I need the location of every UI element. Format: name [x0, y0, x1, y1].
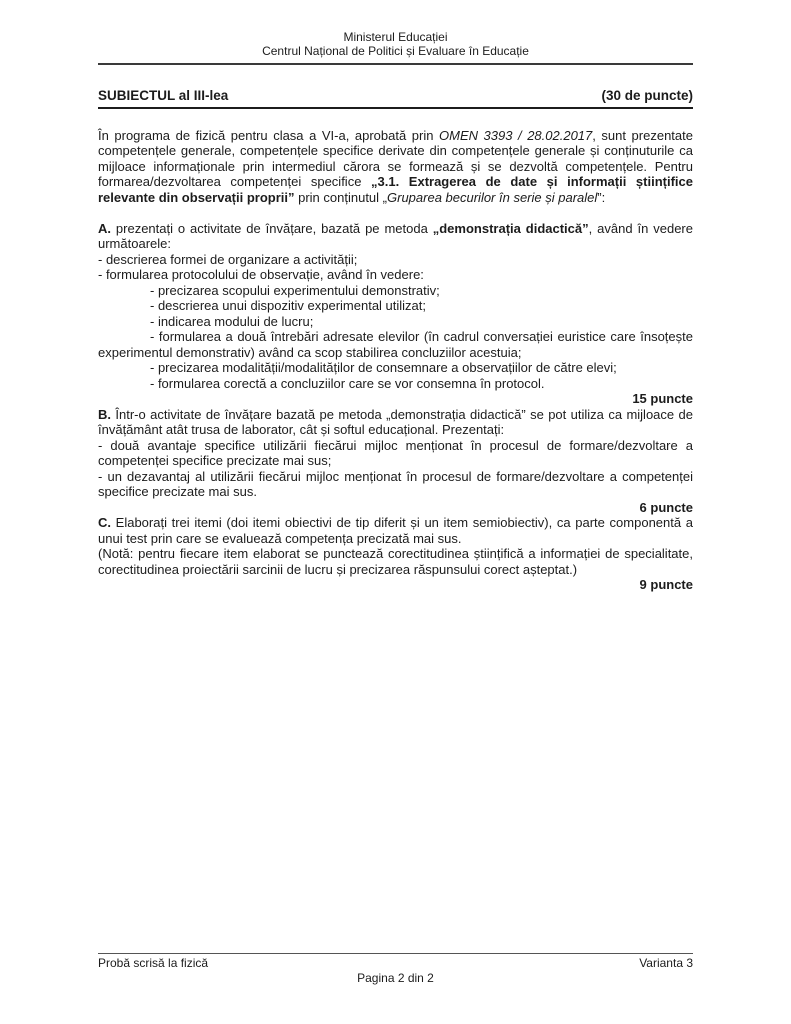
subject-points: (30 de puncte): [601, 88, 693, 103]
list-item: - descrierea unui dispozitiv experimental utilizat;: [150, 298, 427, 313]
content-title: Gruparea becurilor în serie și paralel: [387, 189, 598, 205]
text-run: prin conținutul „: [294, 189, 387, 205]
section-c-intro: [98, 515, 693, 546]
footer-variant: Varianta 3: [639, 956, 693, 970]
footer-page-number: Pagina 2 din 2: [357, 971, 434, 985]
list-item: - formularea corectă a concluziilor care se vor consemna în protocol.: [150, 375, 545, 391]
footer-row: [98, 956, 693, 971]
section-a-intro: [98, 221, 693, 252]
text-run-italic: OMEN 3393 / 28.02.2017: [439, 127, 593, 143]
list-item: - formularea protocolului de observație, având în vedere:: [98, 267, 424, 282]
section-a-points: 15 puncte: [632, 391, 693, 406]
text-run: Într-o activitate de învățare bazată pe metoda „demonstrația didactică” se pot utiliza ca mijloace de învățământ atât trusa de laborator, cât și softul educațional. Prezentați:: [98, 406, 693, 437]
text-run: ”:: [597, 189, 606, 205]
list-item: - descrierea formei de organizare a activității;: [98, 251, 358, 267]
section-b-intro: [98, 407, 693, 438]
footer-exam-name: Probă scrisă la fizică: [98, 956, 209, 970]
list-item: - formularea a două întrebări adresate elevilor (în cadrul conversației euristice care însoțește experimentul demonstrativ) având ca scop stabilirea concluziilor acestuia;: [98, 329, 693, 360]
text-run: , având în vedere următoarele:: [98, 220, 693, 251]
page-content: [98, 30, 693, 593]
subject-title: SUBIECTUL al III-lea: [98, 88, 229, 103]
section-a-label: A.: [98, 220, 111, 236]
method-name: „demonstrația didactică”: [432, 220, 589, 236]
list-item: - precizarea scopului experimentului demonstrativ;: [150, 282, 440, 298]
list-item: - un dezavantaj al utilizării fiecărui mijloc menționat în procesul de formare/dezvoltare a competenței specifice precizate mai sus.: [98, 468, 693, 499]
page-footer: [98, 953, 693, 986]
section-b-points: 6 puncte: [639, 499, 693, 515]
section-b-label: B.: [98, 406, 111, 422]
section-c-label: C.: [98, 515, 111, 530]
section-c-points: 9 puncte: [639, 577, 693, 592]
competence-code: „3.1. Extragerea de date și informații științifice relevante din observații proprii”: [98, 174, 693, 205]
intro-paragraph: [98, 128, 693, 206]
section-c-note: (Notă: pentru fiecare item elaborat se punctează corectitudinea științifică a informației de specialitate, corectitudinea proiectării sarcinii de lucru și precizarea răspunsului corect așteptat.): [98, 546, 693, 577]
list-item: - precizarea modalității/modalităților de consemnare a observațiilor de către elevi;: [150, 360, 617, 375]
text-run: În programa de fizică pentru clasa a VI-a, aprobată prin: [98, 127, 439, 143]
list-item: - două avantaje specifice utilizării fiecărui mijloc menționat în procesul de formare/dezvoltare a competenței specifice precizate mai sus;: [98, 437, 693, 468]
text-run: Elaborați trei itemi (doi itemi obiectivi de tip diferit și un item semiobiectiv), ca parte componentă a unui test prin care se evaluează competența precizată mai sus.: [98, 515, 693, 546]
center-name: Centrul Național de Politici și Evaluare în Educație: [262, 44, 529, 58]
text-run: , sunt prezentate competențele generale, competențele specifice derivate din competențele generale și conținuturile ca mijloace informaționale prin intermediul cărora se formează și se dezvoltă competențele. Pentru formarea/dezvoltarea competenței specifice: [98, 127, 693, 189]
list-item: - indicarea modului de lucru;: [150, 313, 314, 329]
subject-heading: [98, 88, 693, 109]
ministry-name: Ministerul Educației: [343, 30, 448, 44]
page-header: [98, 30, 693, 65]
text-run: prezentați o activitate de învățare, bazată pe metoda: [111, 220, 433, 236]
